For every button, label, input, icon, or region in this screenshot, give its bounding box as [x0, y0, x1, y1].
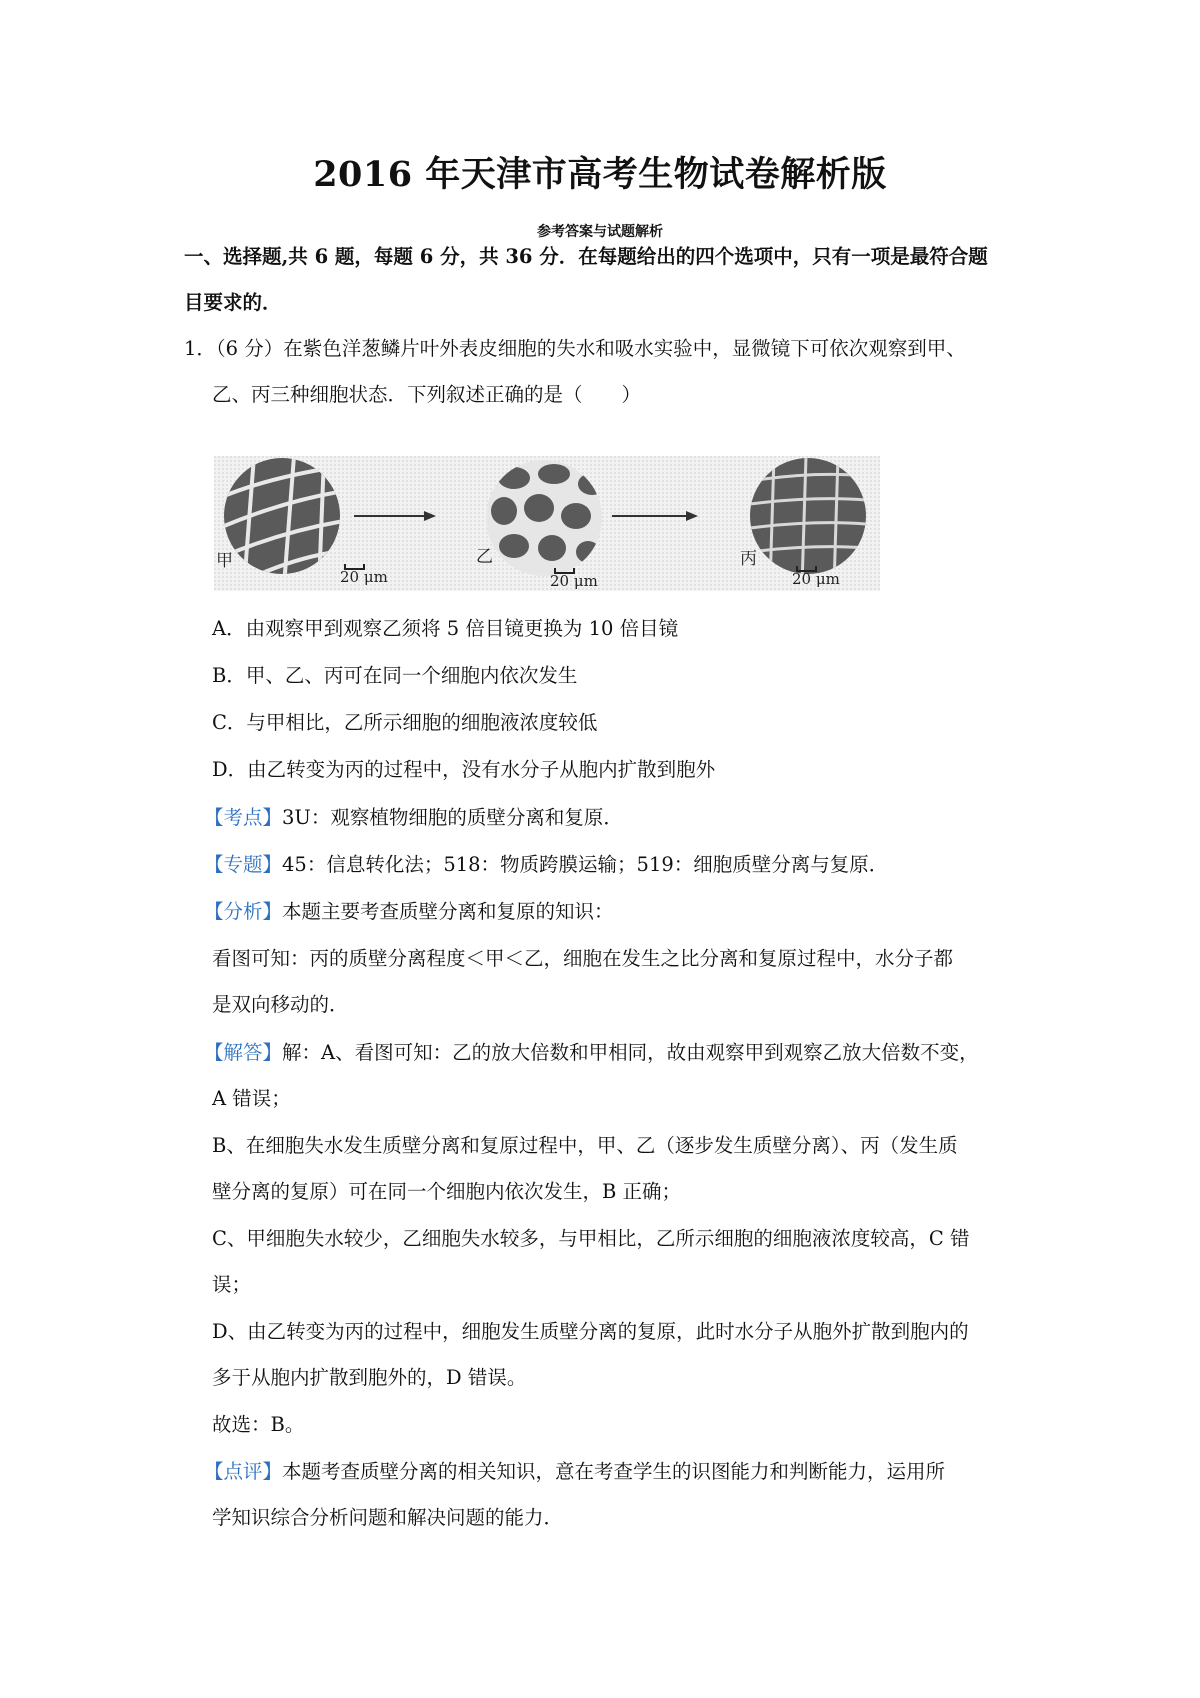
fenxi-line2: 看图可知：丙的质壁分离程度＜甲＜乙，细胞在发生之比分离和复原过程中，水分子都 [212, 947, 954, 970]
option-a: A．由观察甲到观察乙须将 5 倍目镜更换为 10 倍目镜 [212, 617, 679, 640]
question-stem-line1: 1．（6 分）在紫色洋葱鳞片叶外表皮细胞的失水和吸水实验中，显微镜下可依次观察到甲、 [184, 337, 966, 360]
page-subtitle: 参考答案与试题解析 [537, 224, 663, 240]
kaodian-text: 3U：观察植物细胞的质壁分离和复原． [282, 806, 623, 829]
fenxi-text: 本题主要考查质壁分离和复原的知识： [282, 900, 614, 923]
scale-label: 20 μm [550, 572, 598, 590]
fenxi-tag: 【分析】 [204, 900, 283, 923]
analysis-jieda [204, 1039, 979, 1067]
figure-label-bing: 丙 [740, 549, 757, 569]
jieda-line5: C、甲细胞失水较少，乙细胞失水较多，与甲相比，乙所示细胞的细胞液浓度较高，C 错 [212, 1227, 970, 1250]
analysis-zhuanti [204, 851, 888, 879]
option-c: C．与甲相比，乙所示细胞的细胞液浓度较低 [212, 711, 598, 734]
dianping-line2: 学知识综合分析问题和解决问题的能力． [212, 1506, 564, 1529]
jieda-line6: 误； [212, 1273, 252, 1296]
microscope-figure [214, 456, 880, 591]
section-heading-line2: 目要求的． [184, 291, 282, 314]
section-heading-line1: 一、选择题,共 6 题，每题 6 分，共 36 分．在每题给出的四个选项中，只有一项是最符合题 [184, 245, 988, 268]
figure-label-yi: 乙 [476, 547, 493, 567]
page-title: 2016 年天津市高考生物试卷解析版 [313, 154, 887, 195]
dianping-tag: 【点评】 [204, 1460, 283, 1483]
figure-label-jia: 甲 [216, 551, 233, 571]
question-stem-line2: 乙、丙三种细胞状态．下列叙述正确的是（ ） [212, 383, 642, 406]
scale-label: 20 μm [340, 568, 388, 586]
jieda-line8: 多于从胞内扩散到胞外的，D 错误。 [212, 1366, 527, 1389]
analysis-dianping [204, 1458, 945, 1486]
option-b: B．甲、乙、丙可在同一个细胞内依次发生 [212, 664, 578, 687]
jieda-text: 解：A、看图可知：乙的放大倍数和甲相同，故由观察甲到观察乙放大倍数不变， [282, 1041, 979, 1064]
zhuanti-text: 45：信息转化法；518：物质跨膜运输；519：细胞质壁分离与复原． [282, 853, 889, 876]
option-d: D．由乙转变为丙的过程中，没有水分子从胞内扩散到胞外 [212, 758, 716, 781]
jieda-line4: 壁分离的复原）可在同一个细胞内依次发生，B 正确； [212, 1180, 682, 1203]
kaodian-tag: 【考点】 [204, 806, 283, 829]
analysis-kaodian [204, 804, 623, 832]
jieda-tag: 【解答】 [204, 1041, 283, 1064]
jieda-line9: 故选：B。 [212, 1413, 305, 1436]
dianping-text: 本题考查质壁分离的相关知识，意在考查学生的识图能力和判断能力，运用所 [282, 1460, 946, 1483]
scale-label: 20 μm [792, 570, 840, 588]
jieda-line2: A 错误； [212, 1087, 291, 1110]
jieda-line3: B、在细胞失水发生质壁分离和复原过程中，甲、乙（逐步发生质壁分离）、丙（发生质 [212, 1134, 958, 1157]
jieda-line7: D、由乙转变为丙的过程中，细胞发生质壁分离的复原，此时水分子从胞外扩散到胞内的 [212, 1320, 969, 1343]
fenxi-line3: 是双向移动的． [212, 993, 349, 1016]
analysis-fenxi [204, 898, 614, 926]
zhuanti-tag: 【专题】 [204, 853, 283, 876]
